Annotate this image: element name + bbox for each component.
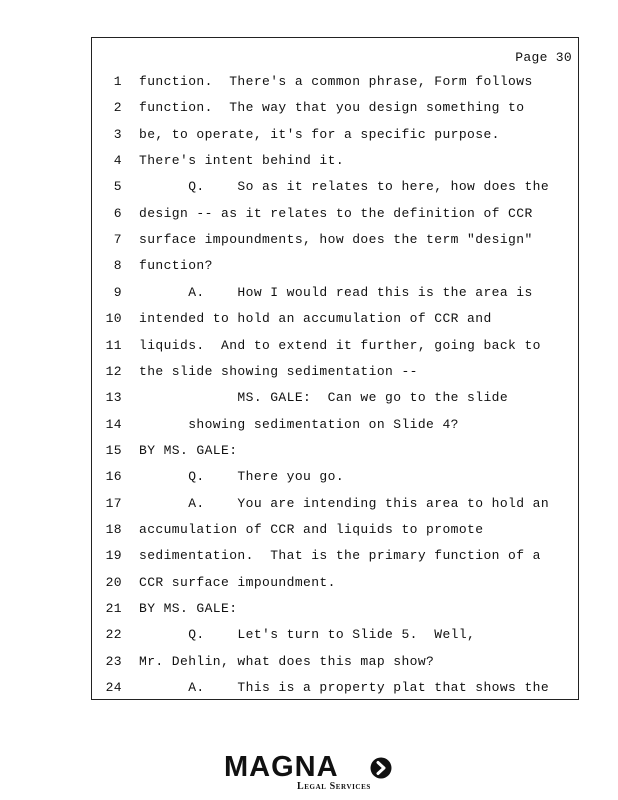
transcript-line	[92, 417, 578, 437]
line-text: Q. There you go.	[139, 469, 345, 485]
transcript-line	[92, 469, 578, 489]
transcript-line	[92, 443, 578, 463]
line-number: 16	[105, 469, 122, 485]
line-number: 8	[113, 258, 122, 274]
logo-subtext: Legal Services	[297, 781, 371, 792]
line-text: BY MS. GALE:	[139, 601, 238, 616]
line-text: liquids. And to extend it further, going back to	[139, 337, 541, 353]
line-text: accumulation of CCR and liquids to promote	[139, 521, 484, 537]
line-number: 7	[113, 232, 122, 248]
line-number: 1	[113, 74, 122, 89]
line-number: 20	[105, 574, 122, 590]
transcript-line	[92, 179, 578, 199]
transcript-line	[92, 654, 578, 674]
transcript-line	[92, 285, 578, 305]
line-number: 10	[105, 311, 122, 327]
transcript-line	[92, 258, 578, 278]
line-number: 17	[105, 495, 122, 511]
line-number: 3	[113, 126, 122, 142]
transcript-line	[92, 601, 578, 621]
line-text: the slide showing sedimentation --	[139, 363, 418, 379]
line-text: showing sedimentation on Slide 4?	[139, 416, 459, 432]
line-text: MS. GALE: Can we go to the slide	[139, 390, 509, 406]
transcript-line	[92, 680, 578, 700]
line-number: 12	[105, 363, 122, 379]
line-number: 19	[105, 548, 122, 564]
line-text: Q. Let's turn to Slide 5. Well,	[139, 627, 476, 643]
line-number: 21	[105, 601, 122, 616]
line-text: intended to hold an accumulation of CCR and	[139, 311, 492, 327]
transcript-line	[92, 153, 578, 173]
line-text: CCR surface impoundment.	[139, 574, 336, 590]
transcript-page	[91, 37, 579, 700]
line-number: 15	[105, 442, 122, 458]
line-text: sedimentation. That is the primary function of a	[139, 548, 541, 564]
line-number: 24	[105, 680, 122, 696]
transcript-line	[92, 338, 578, 358]
transcript-line	[92, 74, 578, 94]
transcript-line	[92, 575, 578, 595]
line-text: A. This is a property plat that shows the	[139, 680, 550, 696]
line-text: Q. So as it relates to here, how does the	[139, 179, 550, 195]
chevron-right-circle-icon	[370, 757, 392, 779]
transcript-line	[92, 390, 578, 410]
line-number: 18	[105, 521, 122, 537]
line-number: 11	[105, 337, 122, 353]
transcript-line	[92, 522, 578, 542]
line-number: 6	[113, 205, 122, 221]
page-number: Page 30	[515, 50, 572, 65]
transcript-line	[92, 627, 578, 647]
line-text: design -- as it relates to the definition of CCR	[139, 205, 533, 221]
transcript-line	[92, 100, 578, 120]
line-text: surface impoundments, how does the term "design"	[139, 232, 533, 248]
transcript-line	[92, 232, 578, 252]
line-text: function. The way that you design something to	[139, 100, 525, 116]
line-number: 9	[113, 284, 122, 300]
line-number: 2	[113, 100, 122, 116]
transcript-line	[92, 311, 578, 331]
line-text: There's intent behind it.	[139, 153, 345, 169]
line-text: A. How I would read this is the area is	[139, 284, 533, 300]
transcript-line	[92, 548, 578, 568]
line-number: 13	[105, 390, 122, 406]
transcript-line	[92, 127, 578, 147]
line-text: function?	[139, 258, 213, 274]
logo-wordmark: MAGNA	[224, 751, 339, 783]
line-number: 22	[105, 627, 122, 643]
line-text: A. You are intending this area to hold an	[139, 495, 550, 511]
line-text: be, to operate, it's for a specific purpose.	[139, 126, 500, 142]
line-number: 5	[113, 179, 122, 195]
line-number: 23	[105, 653, 122, 669]
magna-logo	[224, 752, 396, 794]
transcript-line	[92, 364, 578, 384]
line-text: function. There's a common phrase, Form follows	[139, 74, 533, 89]
line-text: Mr. Dehlin, what does this map show?	[139, 653, 435, 669]
line-text: BY MS. GALE:	[139, 442, 238, 458]
transcript-line	[92, 206, 578, 226]
line-number: 14	[105, 416, 122, 432]
transcript-line	[92, 496, 578, 516]
line-number: 4	[113, 153, 122, 169]
